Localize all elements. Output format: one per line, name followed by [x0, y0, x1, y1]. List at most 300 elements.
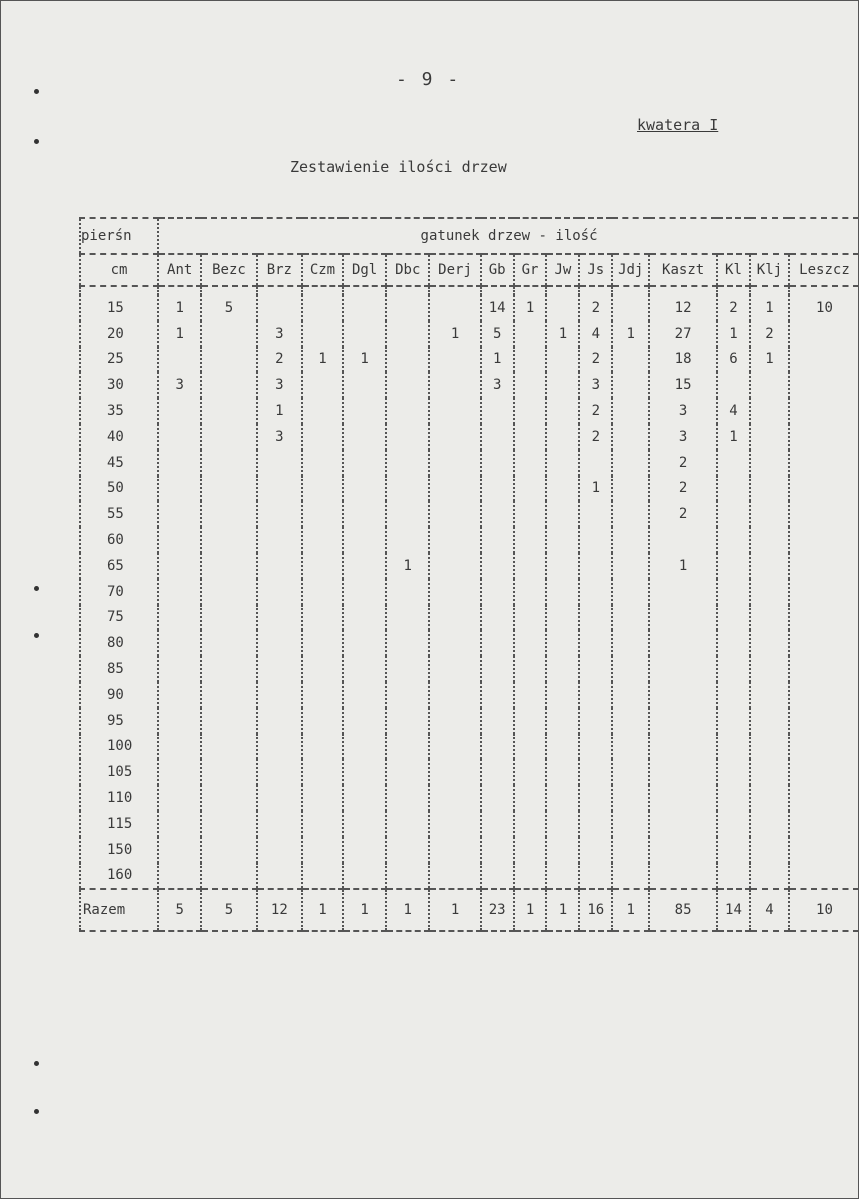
count-cell [789, 708, 859, 734]
count-cell [514, 501, 547, 527]
diameter-cell: 70 [80, 579, 158, 605]
count-cell [481, 501, 514, 527]
count-cell [481, 579, 514, 605]
table-row [80, 424, 859, 450]
count-cell [514, 759, 547, 785]
diameter-cell: 65 [80, 553, 158, 579]
table-row [80, 785, 859, 811]
table-row [80, 476, 859, 502]
count-cell [750, 811, 789, 837]
count-cell [546, 811, 579, 837]
diameter-cell: 25 [80, 347, 158, 373]
count-cell [386, 321, 429, 347]
count-cell [386, 605, 429, 631]
count-cell [717, 450, 750, 476]
diameter-cell: 75 [80, 605, 158, 631]
count-cell: 2 [579, 295, 612, 321]
count-cell [343, 450, 386, 476]
count-cell [201, 321, 256, 347]
row-header-unit: cm [80, 254, 158, 286]
table-row [80, 347, 859, 373]
column-header: Js [579, 254, 612, 286]
count-cell [649, 811, 717, 837]
count-cell [201, 682, 256, 708]
count-cell [717, 785, 750, 811]
total-cell: 14 [717, 889, 750, 931]
row-header-diameter [80, 218, 158, 254]
count-cell [302, 501, 343, 527]
diameter-cell: 160 [80, 863, 158, 890]
count-cell [546, 759, 579, 785]
count-cell [201, 527, 256, 553]
total-cell: 1 [514, 889, 547, 931]
column-header: Gb [481, 254, 514, 286]
diameter-cell: 95 [80, 708, 158, 734]
count-cell [514, 347, 547, 373]
count-cell [612, 605, 649, 631]
count-cell [546, 785, 579, 811]
count-cell [201, 579, 256, 605]
count-cell [579, 656, 612, 682]
count-cell [514, 372, 547, 398]
total-cell: 23 [481, 889, 514, 931]
count-cell [546, 347, 579, 373]
count-cell [750, 837, 789, 863]
count-cell [386, 372, 429, 398]
table-row [80, 682, 859, 708]
column-header: Klj [750, 254, 789, 286]
spacer-cell [80, 286, 158, 295]
count-cell [429, 424, 480, 450]
column-header-row [80, 254, 859, 286]
count-cell [750, 759, 789, 785]
spacer-cell [789, 286, 859, 295]
count-cell [514, 811, 547, 837]
count-cell [514, 605, 547, 631]
count-cell [201, 372, 256, 398]
column-header: Jdj [612, 254, 649, 286]
count-cell [257, 501, 302, 527]
count-cell [343, 630, 386, 656]
count-cell: 1 [717, 424, 750, 450]
count-cell [257, 656, 302, 682]
table-row [80, 811, 859, 837]
count-cell [579, 605, 612, 631]
count-cell [201, 450, 256, 476]
count-cell [789, 759, 859, 785]
count-cell [386, 501, 429, 527]
count-cell [481, 863, 514, 890]
column-header: Derj [429, 254, 480, 286]
count-cell [481, 527, 514, 553]
count-cell [343, 759, 386, 785]
table-row [80, 321, 859, 347]
count-cell [717, 605, 750, 631]
count-cell [750, 527, 789, 553]
count-cell [789, 630, 859, 656]
count-cell [302, 837, 343, 863]
count-cell: 3 [257, 321, 302, 347]
count-cell: 3 [257, 372, 302, 398]
count-cell [257, 630, 302, 656]
count-cell [612, 837, 649, 863]
table-row [80, 553, 859, 579]
count-cell [302, 605, 343, 631]
count-cell: 1 [158, 321, 201, 347]
count-cell [546, 398, 579, 424]
count-cell [257, 759, 302, 785]
count-cell [717, 579, 750, 605]
count-cell [750, 579, 789, 605]
count-cell [429, 759, 480, 785]
count-cell [579, 811, 612, 837]
count-cell [257, 476, 302, 502]
count-cell [201, 785, 256, 811]
count-cell [386, 476, 429, 502]
count-cell [546, 450, 579, 476]
column-header: Kaszt [649, 254, 717, 286]
count-cell [302, 579, 343, 605]
diameter-cell: 115 [80, 811, 158, 837]
total-cell: 1 [546, 889, 579, 931]
count-cell [546, 656, 579, 682]
count-cell [158, 811, 201, 837]
count-cell [158, 450, 201, 476]
count-cell [429, 630, 480, 656]
count-cell [750, 630, 789, 656]
count-cell [429, 682, 480, 708]
count-cell [546, 605, 579, 631]
count-cell [302, 450, 343, 476]
total-cell: 12 [257, 889, 302, 931]
punch-hole-icon [34, 586, 39, 591]
count-cell [789, 863, 859, 890]
count-cell [546, 372, 579, 398]
count-cell [750, 398, 789, 424]
table-row [80, 630, 859, 656]
count-cell [429, 476, 480, 502]
count-cell [514, 321, 547, 347]
count-cell [481, 682, 514, 708]
count-cell: 1 [158, 295, 201, 321]
count-cell [158, 347, 201, 373]
count-cell [481, 656, 514, 682]
punch-hole-icon [34, 89, 39, 94]
count-cell [429, 811, 480, 837]
count-cell [612, 450, 649, 476]
count-cell: 1 [750, 295, 789, 321]
count-cell [158, 759, 201, 785]
count-cell [386, 630, 429, 656]
diameter-cell: 90 [80, 682, 158, 708]
count-cell [343, 656, 386, 682]
count-cell: 5 [481, 321, 514, 347]
diameter-cell: 30 [80, 372, 158, 398]
count-cell [612, 372, 649, 398]
count-cell [789, 424, 859, 450]
diameter-cell: 150 [80, 837, 158, 863]
punch-hole-icon [34, 1109, 39, 1114]
count-cell [717, 656, 750, 682]
count-cell [546, 476, 579, 502]
count-cell [649, 759, 717, 785]
count-cell [750, 708, 789, 734]
count-cell [343, 579, 386, 605]
count-cell [386, 656, 429, 682]
count-cell [649, 734, 717, 760]
count-cell [717, 863, 750, 890]
count-cell [612, 553, 649, 579]
count-cell [612, 527, 649, 553]
count-cell [257, 553, 302, 579]
column-header: Dgl [343, 254, 386, 286]
count-cell: 3 [649, 398, 717, 424]
count-cell: 5 [201, 295, 256, 321]
count-cell [201, 630, 256, 656]
count-cell [612, 708, 649, 734]
table-row [80, 734, 859, 760]
count-cell [386, 811, 429, 837]
count-cell [429, 656, 480, 682]
count-cell: 2 [579, 424, 612, 450]
group-header: gatunek drzew - ilość [158, 218, 859, 254]
spacer-cell [481, 286, 514, 295]
count-cell [546, 682, 579, 708]
count-cell [201, 605, 256, 631]
count-cell [386, 424, 429, 450]
count-cell [612, 759, 649, 785]
count-cell [789, 811, 859, 837]
count-cell [302, 372, 343, 398]
count-cell: 2 [649, 501, 717, 527]
count-cell [386, 527, 429, 553]
count-cell [158, 527, 201, 553]
count-cell [481, 734, 514, 760]
count-cell [546, 863, 579, 890]
count-cell [343, 708, 386, 734]
diameter-cell: 20 [80, 321, 158, 347]
count-cell [343, 476, 386, 502]
count-cell [386, 295, 429, 321]
count-cell [612, 424, 649, 450]
count-cell: 6 [717, 347, 750, 373]
spacer-cell [579, 286, 612, 295]
table-row [80, 837, 859, 863]
count-cell [429, 734, 480, 760]
count-cell [514, 579, 547, 605]
count-cell [546, 579, 579, 605]
count-cell [201, 863, 256, 890]
spacer-cell [717, 286, 750, 295]
count-cell [789, 450, 859, 476]
count-cell [302, 321, 343, 347]
count-cell: 1 [546, 321, 579, 347]
count-cell [201, 424, 256, 450]
count-cell [717, 682, 750, 708]
count-cell [481, 630, 514, 656]
count-cell [612, 295, 649, 321]
total-cell: 5 [158, 889, 201, 931]
count-cell [789, 656, 859, 682]
count-cell: 1 [649, 553, 717, 579]
page-title: Zestawienie ilości drzew [290, 158, 507, 176]
count-cell [717, 527, 750, 553]
count-cell [579, 837, 612, 863]
count-cell: 3 [257, 424, 302, 450]
count-cell [158, 398, 201, 424]
count-cell: 1 [717, 321, 750, 347]
diameter-cell: 55 [80, 501, 158, 527]
count-cell [158, 863, 201, 890]
count-cell [386, 863, 429, 890]
count-cell [481, 837, 514, 863]
count-cell [257, 863, 302, 890]
count-cell [158, 656, 201, 682]
count-cell [750, 682, 789, 708]
table-row [80, 398, 859, 424]
count-cell [789, 501, 859, 527]
count-cell [717, 734, 750, 760]
spacer-cell [302, 286, 343, 295]
count-cell [481, 398, 514, 424]
spacer-cell [201, 286, 256, 295]
count-cell [343, 424, 386, 450]
count-cell [612, 682, 649, 708]
column-header: Gr [514, 254, 547, 286]
count-cell: 2 [649, 450, 717, 476]
count-cell [386, 734, 429, 760]
total-cell: 1 [343, 889, 386, 931]
count-cell [158, 476, 201, 502]
spacer-cell [649, 286, 717, 295]
diameter-cell: 85 [80, 656, 158, 682]
count-cell [343, 553, 386, 579]
count-cell [546, 553, 579, 579]
column-header: Dbc [386, 254, 429, 286]
count-cell: 3 [649, 424, 717, 450]
count-cell [514, 785, 547, 811]
count-cell [612, 785, 649, 811]
spacer-cell [386, 286, 429, 295]
count-cell [612, 347, 649, 373]
count-cell [429, 501, 480, 527]
count-cell: 1 [481, 347, 514, 373]
column-header: Jw [546, 254, 579, 286]
count-cell [579, 579, 612, 605]
count-cell [257, 527, 302, 553]
count-cell [429, 295, 480, 321]
count-cell: 1 [750, 347, 789, 373]
count-cell [158, 630, 201, 656]
count-cell [302, 708, 343, 734]
count-cell [481, 785, 514, 811]
count-cell [546, 501, 579, 527]
count-cell [201, 476, 256, 502]
count-cell [612, 811, 649, 837]
count-cell [789, 579, 859, 605]
count-cell [343, 605, 386, 631]
count-cell [302, 811, 343, 837]
diameter-cell: 45 [80, 450, 158, 476]
count-cell [158, 605, 201, 631]
column-header: Kl [717, 254, 750, 286]
count-cell [514, 734, 547, 760]
count-cell [302, 734, 343, 760]
count-cell [750, 605, 789, 631]
count-cell [546, 630, 579, 656]
diameter-cell: 60 [80, 527, 158, 553]
count-cell [514, 424, 547, 450]
count-cell [579, 630, 612, 656]
count-cell [429, 398, 480, 424]
punch-hole-icon [34, 633, 39, 638]
count-cell: 2 [717, 295, 750, 321]
count-cell [429, 372, 480, 398]
quarter-label: kwatera I [637, 116, 719, 134]
count-cell [717, 372, 750, 398]
count-cell [257, 734, 302, 760]
count-cell [386, 759, 429, 785]
count-cell [612, 398, 649, 424]
column-header: Ant [158, 254, 201, 286]
totals-label: Razem [80, 889, 158, 931]
total-cell: 16 [579, 889, 612, 931]
column-header: Brz [257, 254, 302, 286]
count-cell [789, 553, 859, 579]
count-cell: 27 [649, 321, 717, 347]
count-cell [789, 527, 859, 553]
count-cell: 1 [579, 476, 612, 502]
count-cell [343, 372, 386, 398]
count-cell [481, 450, 514, 476]
count-cell [386, 579, 429, 605]
count-cell [514, 476, 547, 502]
count-cell [717, 501, 750, 527]
count-cell [158, 424, 201, 450]
count-cell [481, 811, 514, 837]
count-cell [612, 863, 649, 890]
count-cell [514, 398, 547, 424]
table-row [80, 863, 859, 890]
count-cell [750, 863, 789, 890]
count-cell [481, 708, 514, 734]
count-cell [546, 708, 579, 734]
count-cell [579, 785, 612, 811]
count-cell [302, 863, 343, 890]
count-cell: 1 [386, 553, 429, 579]
diameter-cell: 105 [80, 759, 158, 785]
count-cell [343, 398, 386, 424]
diameter-cell: 100 [80, 734, 158, 760]
total-cell: 1 [612, 889, 649, 931]
total-cell: 5 [201, 889, 256, 931]
count-cell [579, 682, 612, 708]
table-row [80, 579, 859, 605]
count-cell: 4 [579, 321, 612, 347]
count-cell [343, 734, 386, 760]
spacer-cell [343, 286, 386, 295]
count-cell [429, 347, 480, 373]
count-cell: 3 [158, 372, 201, 398]
count-cell [343, 682, 386, 708]
diameter-cell: 40 [80, 424, 158, 450]
count-cell [579, 734, 612, 760]
spacer-cell [257, 286, 302, 295]
count-cell [514, 553, 547, 579]
count-cell [789, 398, 859, 424]
count-cell [201, 398, 256, 424]
total-cell: 1 [429, 889, 480, 931]
